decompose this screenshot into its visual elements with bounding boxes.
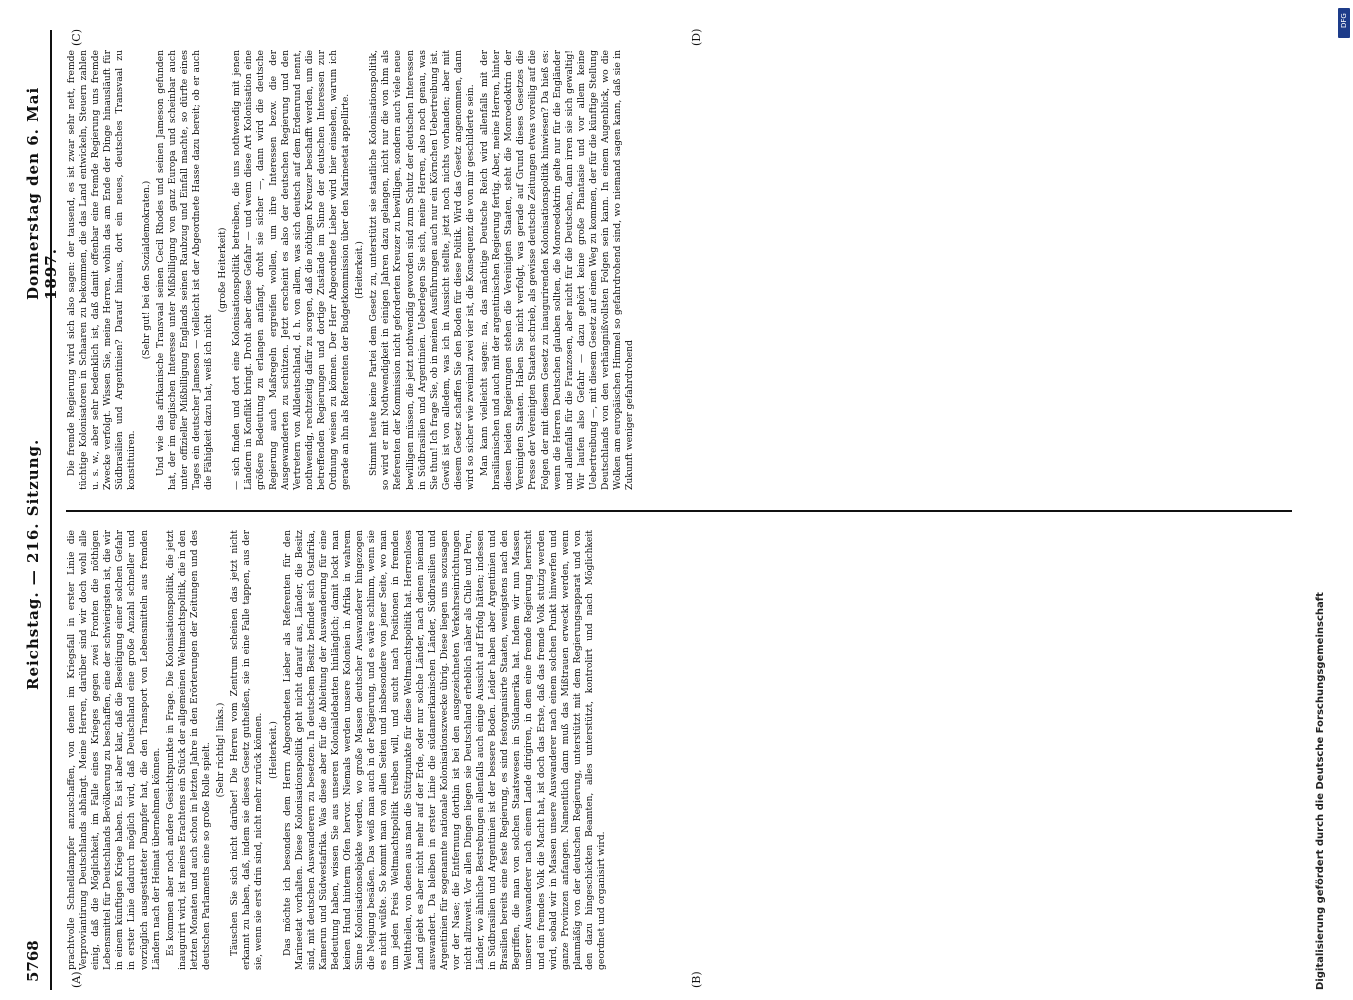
margin-letter-b: (B) <box>690 971 703 988</box>
paragraph: Und wie das afrikanische Transvaal seinen Cecil Rhodes und seinen Jameson gefunden hat, der im englischen Interesse unter Mißbilligung von ganz Europa und scheinbar auch unter offizieller Mißbilligung Englands seinen Raubzug und Einfall machte, so dürfte eines Tages ein deutscher Jameson — vielleicht ist der Abgeordnete Hasse dazu bereit; ob er auch die Fähigkeit dazu hat, weiß ich nicht <box>154 50 215 490</box>
paragraph: — sich finden und dort eine Kolonisationspolitik betreiben, die uns nothwendig mit jenen Ländern in Konflikt bringt. Droht aber diese Gefahr — und wenn diese Art Kolonisation eine größere Bedeutung zu erlangen anfängt, droht sie sicher —, dann wird die deutsche Regierung auch Maßregeln ergreifen wollen, um ihre Interessen bezw. die der Ausgewanderten zu schützen. Jetzt erscheint es also der deutschen Regierung und den Vertretern von Alldeutschland, d. h. von allem, was sich deutsch auf dem Erdenrund nennt, nothwendig, rechtzeitig dafür zu sorgen, daß die nöthigen Kreuzer beschafft werden, um die betreffenden Regierungen und dortige Zustände im Sinne der deutschen Interessen zur Ordnung weisen zu können. Der Herr Abgeordnete Lieber wird hier einsehen, warum ich gerade an ihn als Referenten der Budgetkommission über den Marineetat appellirte. <box>231 50 352 490</box>
header-rule <box>50 30 52 990</box>
column-divider <box>66 510 1292 512</box>
interjection: (Heiterkeit.) <box>267 721 279 779</box>
interjection: (Sehr gut! bei den Sozialdemokraten.) <box>140 180 152 360</box>
interjection: (Heiterkeit.) <box>354 241 366 299</box>
margin-letter-a: (A) <box>70 971 83 988</box>
rotated-page-content <box>10 30 1300 990</box>
margin-letter-c: (C) <box>70 29 83 46</box>
right-column <box>66 50 638 490</box>
paragraph: Täuschen Sie sich nicht darüber! Die Herren vom Zentrum scheinen das jetzt nicht erkannt zu haben, daß, indem sie dieses Gesetz gutheißen, sie in eine Falle tappen, aus der sie, wenn sie erst drin sind, nicht mehr zurück können. <box>229 530 265 970</box>
session-title: Reichstag. — 216. Sitzung. <box>24 438 42 690</box>
dfg-logo-text: DFG <box>1340 13 1348 28</box>
paragraph: Es kommen aber noch andere Gesichtspunkte in Frage. Die Kolonisationspolitik, die jetzt inaugurirt wird, ist meines Erachtens ein Stück der allgemeinen Weltmachtspolitik, die in den letzten Monaten und auch schon in letzten Jahre in den Erörterungen der Zeitungen und des deutschen Parlaments eine so große Rolle spielt. <box>164 530 213 970</box>
paragraph: Man kann vielleicht sagen: na, das mächtige Deutsche Reich wird allenfalls mit der brasilianischen und auch mit der argentinischen Regierung fertig. Aber, meine Herren, hinter diesen beiden Regierungen stehen die Vereinigten Staaten, steht die Monroedoktrin der Vereinigten Staaten. Haben Sie nicht verfolgt, was gerade auf Grund dieses Gesetzes die Presse der Vereinigten Staaten schrieb, als gewisse deutsche Zeitungen etwas voreilig auf die Folgen der mit diesem Gesetz zu inaugurirenden Kolonisationspolitik hinwiesen? Da hieß es: wenn die Herren Deutschen glauben sollten, die Monroedoktrin gelte nur für die Engländer und allenfalls für die Franzosen, aber nicht für die Deutschen, dann irren sie sich gewaltig! Wir laufen also Gefahr — dazu gehört keine große Phantasie und vor allem keine Uebertreibung —, mit diesem Gesetz auf einen Weg zu kommen, der für die künftige Stellung Deutschlands von den verhängnißvollsten Folgen sein kann. In einem Augenblick, wo die Wolken am europäischen Himmel so gefahrdrohend sind, wo niemand sagen kann, daß sie in Zukunft weniger gefahrdrohend <box>479 49 636 490</box>
page-number: 5768 <box>24 940 42 982</box>
left-column <box>66 530 610 970</box>
paragraph: Das möchte ich besonders dem Herrn Abgeordneten Lieber als Referenten für den Marineetat vorhalten. Diese Kolonisationspolitik geht nicht darauf aus, Länder, die Besitz sind, mit deutschen Auswanderern zu besetzen. In deutschem Besitz befindet sich Ostafrika, Kamerun und Südwestafrika. Was diese aber für die Ableitung der Auswanderung für eine Bedeutung haben, wissen Sie aus unseren Kolonialdebatten hinlänglich; damit lockt man keinen Hund hinterm Ofen hervor. Niemals werden unsere Kolonien in Afrika in wahrem Sinne Kolonisationsobjekte werden, wo große Massen deutscher Auswanderer hingezogen die Neigung besäßen. Das weiß man auch in der Regierung, und es wäre schlimm, wenn sie es nicht wüßte. So kommt man von allen Seiten und insbesondere von jener Seite, wo man um jeden Preis Weltmachtspolitik treiben will, und sucht nach Positionen in fremden Welttheilen, von denen aus man die Stützpunkte für diese Weltmachtspolitik hat. Herrenloses Land giebt es aber nicht mehr auf der Erde, oder nur solche Länder, nach denen niemand auswandert. Da bleiben in erster Linie die südamerikanischen Länder, Südbrasilien und Argentinien für sogenannte nationale Kolonisationszwecke übrig. Diese liegen uns sozusagen vor der Nase; die Entfernung dorthin ist bei den ausgezeichneten Verkehrseinrichtungen nicht allzuweit. Vor allen Dingen liegen sie Deutschland erheblich näher als Chile und Peru, Länder, wo ähnliche Bestrebungen allenfalls auch einige Aussicht auf Erfolg hätten; indessen in Südbrasilien und Argentinien ist der bessere Boden. Leider haben aber Argentinien und Brasilien bereits eine feste Regierung, es sind festorganisirte Staaten, wenigstens nach den Begriffen, die man von solchen Staatswesen in Südamerika hat. Indem wir nun Massen unserer Auswanderer nach einem Lande dirigiren, in dem eine fremde Regierung herrscht und ein fremdes Volk die Macht hat, ist doch das Erste, daß das fremde Volk stutzig werden wird, sobald wir in Massen unsere Auswanderer nach einem solchen Punkt hinwerfen und ganze Provinzen anfangen. Namentlich dann muß das Mißtrauen erweckt werden, wenn planmäßig von der deutschen Regierung, unterstützt mit dem Regierungsapparat und von den dazu hingeschickten Beamten, alles unterstützt, kontrolirt und nach Möglichkeit geordnet und organisirt wird. <box>281 530 608 970</box>
interjection: (Sehr richtig! links.) <box>215 702 227 798</box>
digitization-credit: Digitalisierung gefördert durch die Deutsche Forschungsgemeinschaft <box>1315 592 1326 990</box>
paragraph: prachtvolle Schnelldampfer anzuschaffen, von denen im Kriegsfall in erster Linie die Verproviantirung Deutschlands abhängt. Meine Herren, darüber sind wir doch wohl alle einig, daß die Möglichkeit, im Falle eines Krieges gegen zwei Fronten die nöthigen Lebensmittel für Deutschlands Bevölkerung zu beschaffen, eine der schwierigsten ist, die wir in einem künftigen Kriege haben. Es ist aber klar, daß die Beseitigung einer solchen Gefahr in erster Linie dadurch möglich wird, daß Deutschland eine große Anzahl schneller und vorzüglich ausgestatteter Dampfer hat, die den Transport von Lebensmitteln aus fremden Ländern nach der Heimat übernehmen können. <box>66 530 162 970</box>
dfg-logo <box>1338 8 1350 38</box>
paragraph: Die fremde Regierung wird sich also sagen: der tausend, es ist zwar sehr nett, fremde tüchtige Kolonisatoren in Schaaren zu bekommen, die das Land entwickeln, Steuern zahlen u. s. w., aber sehr bedenklich ist, daß damit offenbar eine fremde Regierung uns fremde Zwecke verfolgt. Wissen Sie, meine Herren, wohin das am Ende der Dinge hinausläuft für Südbrasilien und Argentinien? Darauf hinaus, dort ein neues, deutsches Transvaal zu konstituiren. <box>66 50 138 490</box>
session-date: Donnerstag den 6. Mai 1897. <box>24 86 60 300</box>
interjection: (große Heiterkeit) <box>217 227 229 313</box>
page-header <box>10 30 60 990</box>
margin-letter-d: (D) <box>690 28 703 46</box>
paragraph: Stimmt heute keine Partei dem Gesetz zu, unterstützt sie staatliche Kolonisationspolitik, so wird er mit Nothwendigkeit in einigen Jahren dazu gelangen, nicht nur die von ihm als Referenten der Kommission nicht geforderten Kreuzer zu bewilligen, sondern auch viele neue bewilligen müssen, die jetzt nothwendig geworden sind zum Schutz der deutschen Interessen in Südbrasilien und Argentinien. Ueberlegen Sie sich, meine Herren, also noch genau, was Sie thun! Ich frage Sie, ob in meinen Ausführungen auch nur ein Körnchen Uebertreibung ist. Gewiß ist von alledem, was ich in Aussicht stellte, jetzt noch nichts vorhanden; aber mit diesem Gesetz schaffen Sie den Boden für diese Politik. Wird das Gesetz angenommen, dann wird so sicher wie zweimal zwei vier ist, die Konsequenz die von mir geschilderte sein. <box>368 50 476 490</box>
